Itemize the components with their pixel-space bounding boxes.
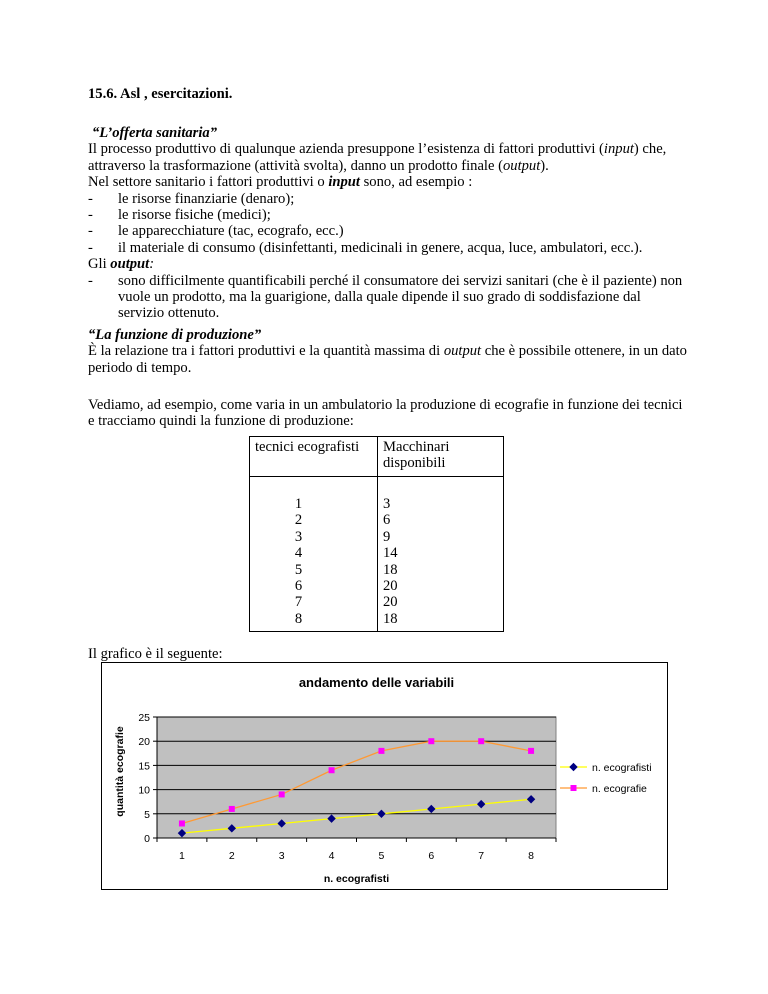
table-cell: 6 bbox=[383, 512, 391, 529]
y-tick-label: 10 bbox=[138, 784, 150, 797]
data-point bbox=[378, 748, 384, 754]
list-item: - le risorse fisiche (medici); bbox=[88, 207, 688, 223]
legend-marker bbox=[571, 785, 577, 791]
inputs-list bbox=[88, 191, 688, 257]
y-tick-label: 0 bbox=[144, 833, 150, 845]
table-cell: 8 bbox=[294, 610, 303, 627]
production-table bbox=[249, 436, 504, 632]
section-title: 15.6. Asl , esercitazioni. bbox=[88, 86, 233, 102]
list-item: - sono difficilmente quantificabili perché il consumatore dei servizi sanitari (che è il paziente) non vuole un prodotto, ma la guarigione, dalla quale dipende il suo grado di soddisfazione dal servizio ottenuto. bbox=[88, 273, 688, 322]
offerta-intro: Il processo produttivo di qualunque azienda presuppone l’esistenza di fattori produttivi (input) che, attraverso la trasformazione (attività svolta), danno un prodotto finale (output). bbox=[88, 141, 667, 174]
offerta-sector: Nel settore sanitario i fattori produttivi o input sono, ad esempio : bbox=[88, 174, 473, 191]
table-cell: 4 bbox=[294, 545, 303, 562]
funzione-text: È la relazione tra i fattori produttivi e la quantità massima di output che è possibile ottenere, in un dato periodo di tempo. bbox=[88, 343, 687, 376]
table-cell: 7 bbox=[294, 594, 303, 611]
table-column-macchinari bbox=[378, 477, 504, 632]
plot-area bbox=[157, 717, 556, 838]
list-item: - il materiale di consumo (disinfettanti, medicinali in genere, acqua, luce, ambulatori, ecc.). bbox=[88, 240, 688, 256]
table-header-macchinari: Macchinari disponibili bbox=[378, 437, 504, 477]
y-tick-label: 5 bbox=[144, 808, 150, 821]
table-cell: 9 bbox=[383, 528, 391, 545]
x-tick-label: 5 bbox=[378, 850, 385, 862]
table-cell: 5 bbox=[294, 561, 303, 578]
y-tick-label: 20 bbox=[138, 736, 150, 749]
data-point bbox=[428, 738, 434, 744]
funzione-heading: “La funzione di produzione” bbox=[88, 327, 262, 343]
data-point bbox=[528, 748, 534, 754]
offerta-heading: “L’offerta sanitaria” bbox=[92, 125, 218, 141]
y-axis-label: quantità ecografie bbox=[114, 726, 126, 817]
table-cell: 20 bbox=[383, 578, 398, 595]
chart-svg bbox=[102, 663, 667, 889]
x-tick-label: 4 bbox=[328, 850, 335, 862]
legend-label: n. ecografie bbox=[592, 783, 647, 795]
table-cell: 3 bbox=[294, 528, 303, 545]
list-item: - le apparecchiature (tac, ecografo, ecc.) bbox=[88, 223, 688, 239]
x-tick-label: 1 bbox=[179, 850, 185, 862]
x-tick-label: 3 bbox=[278, 850, 285, 862]
x-tick-label: 7 bbox=[478, 850, 485, 862]
y-tick-label: 25 bbox=[138, 712, 150, 724]
x-tick-label: 2 bbox=[228, 850, 235, 862]
data-point bbox=[279, 791, 285, 797]
funzione-section bbox=[88, 327, 688, 376]
table-cell: 18 bbox=[383, 561, 398, 578]
x-axis-label: n. ecografisti bbox=[323, 873, 390, 885]
outputs-list bbox=[88, 273, 688, 322]
table-column-tecnici bbox=[250, 477, 378, 632]
table-cell: 14 bbox=[383, 545, 398, 562]
production-chart bbox=[101, 662, 668, 890]
chart-title: andamento delle variabili bbox=[298, 675, 455, 690]
y-tick-label: 15 bbox=[138, 760, 150, 773]
x-tick-label: 6 bbox=[428, 850, 435, 862]
table-cell: 1 bbox=[294, 496, 303, 512]
data-point bbox=[229, 806, 235, 812]
grafico-intro: Il grafico è il seguente: bbox=[88, 646, 223, 662]
legend-label: n. ecografisti bbox=[592, 762, 652, 774]
table-header-tecnici: tecnici ecografisti bbox=[250, 437, 378, 477]
legend-marker bbox=[570, 764, 577, 771]
x-tick-label: 8 bbox=[528, 850, 534, 862]
table-cell: 2 bbox=[294, 512, 303, 529]
table-cell: 6 bbox=[294, 578, 303, 595]
outputs-label: Gli output: bbox=[88, 256, 155, 273]
table-cell: 18 bbox=[383, 610, 398, 627]
esempio-paragraph: Vediamo, ad esempio, come varia in un ambulatorio la produzione di ecografie in funzione dei tecnici e tracciamo quindi la funzione di produzione: bbox=[88, 397, 683, 430]
table-cell: 3 bbox=[383, 496, 391, 512]
offerta-section bbox=[88, 125, 688, 322]
data-point bbox=[179, 820, 185, 826]
list-item: - le risorse finanziarie (denaro); bbox=[88, 191, 688, 207]
table-cell: 20 bbox=[383, 594, 398, 611]
data-point bbox=[329, 767, 335, 773]
data-point bbox=[478, 738, 484, 744]
